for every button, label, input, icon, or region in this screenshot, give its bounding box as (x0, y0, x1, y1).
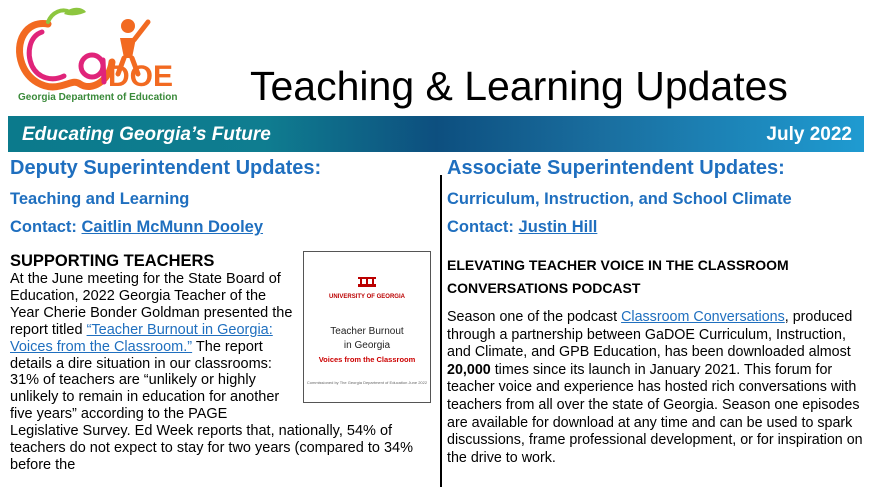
report-link[interactable]: “Teacher Burnout in Georgia: Voices from the Classroom.” (10, 321, 273, 355)
right-contact-label: Contact: (447, 218, 514, 236)
thumbnail-title-line2: in Georgia (343, 340, 391, 351)
left-column (10, 152, 435, 474)
left-article-title: SUPPORTING TEACHERS (10, 252, 215, 270)
logo-caption: Georgia Department of Education (18, 92, 178, 103)
left-article-body (10, 271, 435, 474)
left-paragraph-part1: At the June meeting for the State Board of Education, 2022 Georgia Teacher of the Year Cherie Bonder Goldman presented the report titled (10, 271, 293, 338)
uga-arch-icon (356, 276, 378, 290)
right-paragraph-end: times since its launch in January 2021. This forum for teacher voice and experience has hosted rich conversations with teachers from all over the state of Georgia. Season one episodes are available for download at any time and can be used to spark discussions, frame professional development, or for inspiration on the drive to work. (447, 361, 863, 466)
svg-text:DOE: DOE (108, 60, 174, 93)
left-contact-link[interactable]: Caitlin McMunn Dooley (81, 218, 264, 236)
banner-date: July 2022 (766, 124, 852, 145)
left-section-subtitle: Teaching and Learning (10, 190, 190, 208)
left-contact-label: Contact: (10, 218, 77, 236)
right-article-body (447, 309, 867, 467)
right-contact-link[interactable]: Justin Hill (518, 218, 598, 236)
thumbnail-university: UNIVERSITY OF GEORGIA (329, 294, 405, 300)
column-divider (440, 175, 442, 487)
page-title: Teaching & Learning Updates (250, 63, 788, 109)
banner (8, 116, 864, 152)
right-section-subtitle: Curriculum, Instruction, and School Climate (447, 190, 792, 208)
download-count: 20,000 (447, 361, 491, 378)
banner-tagline: Educating Georgia’s Future (22, 124, 271, 145)
right-column (447, 152, 867, 467)
right-contact (447, 216, 867, 238)
thumbnail-title-line1: Teacher Burnout (330, 326, 404, 337)
right-paragraph-start: Season one of the podcast (447, 309, 622, 325)
left-contact (10, 216, 435, 238)
right-article-title: ELEVATING TEACHER VOICE IN THE CLASSROOM CONVERSATIONS PODCAST (447, 257, 789, 296)
report-thumbnail[interactable] (303, 251, 431, 403)
right-paragraph-mid: , produced through a partnership between GaDOE Curriculum, Instruction, and Climate, and GPB Education, has been downloaded almost (447, 309, 853, 361)
left-section-title: Deputy Superintendent Updates: (10, 157, 322, 179)
left-paragraph-part2: The report details a dire situation in our classrooms: 31% of teachers are “unlikely or highly unlikely to remain in education for another five years” according to the PAGE Legislative Survey. Ed Week reports that, nationally, 54% of teachers do not expect to stay for two years (compared to 34% before the (10, 338, 413, 473)
thumbnail-footer: Commissioned by The Georgia Department of Education June 2022 (306, 380, 428, 385)
podcast-link[interactable]: Classroom Conversations (621, 309, 785, 325)
thumbnail-subtitle: Voices from the Classroom (318, 355, 416, 364)
right-section-title: Associate Superintendent Updates: (447, 157, 785, 179)
